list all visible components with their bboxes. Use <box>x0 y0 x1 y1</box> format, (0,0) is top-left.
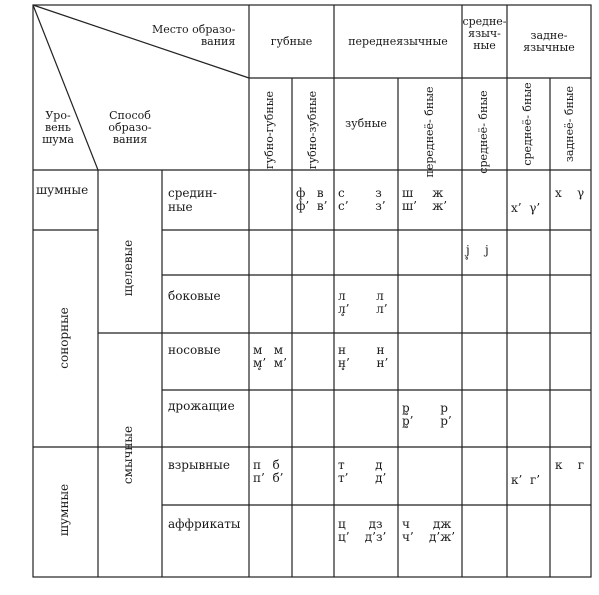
method-stop: смычные <box>121 425 135 485</box>
cell-median-midback: х’ γ’ <box>511 201 541 215</box>
row-nasal: носовые <box>168 343 221 357</box>
noise-noisy-bottom: шумные <box>57 483 71 537</box>
subheader-midpalatal-back: среднеё- бные <box>521 82 534 166</box>
header-mid: средне- языч- ные <box>462 15 507 52</box>
row-plosive: взрывные <box>168 458 230 472</box>
subheader-midpalatal-mid: среднеё- бные <box>477 90 490 174</box>
cell-affricate-prepalatal: ч дж ч’ д’ж’ <box>402 517 456 544</box>
cell-median-dental: с з с’ з’ <box>338 186 386 213</box>
subheader-prepalatal: переднеё- бные <box>423 86 436 178</box>
cell-plosive-labial: п б п’ б’ <box>253 458 284 485</box>
header-back: задне- язычные <box>523 29 575 54</box>
cell-affricate-dental: ц дз ц’ д’з’ <box>338 517 387 544</box>
cell-plosive-midback: к’ г’ <box>511 473 541 487</box>
noise-sonorant: сонорные <box>57 307 71 369</box>
cell-plosive-velar: к г <box>555 458 585 472</box>
corner-place-label: Место образо- вания <box>152 23 236 48</box>
header-front: переднеязычные <box>348 35 448 48</box>
subheader-velar: заднеё- бные <box>563 85 576 163</box>
method-fricative: щелевые <box>121 239 135 297</box>
row-trill: дрожащие <box>168 399 235 413</box>
corner-method-label: Способ образо- вания <box>108 109 152 146</box>
subheader-labiolabial: губно-губные <box>263 91 276 169</box>
cell-lateral-dental: л л л̥’ л’ <box>338 289 388 316</box>
header-labial: губные <box>270 35 313 48</box>
subheader-labiodental: губно-зубные <box>306 90 319 170</box>
cell-plosive-dental: т д т’ д’ <box>338 458 387 485</box>
cell-median-labiodental: ф в ф’ в’ <box>296 186 328 213</box>
row-lateral: боковые <box>168 289 221 303</box>
cell-j-midpalatal: j̥ j <box>466 243 489 257</box>
cell-median-prepalatal: ш ж ш’ ж’ <box>402 186 448 213</box>
row-affricate: аффрикаты <box>168 517 241 531</box>
cell-nasal-dental: н н н̥’ н’ <box>338 343 389 370</box>
noise-noisy-top: шумные <box>36 183 89 197</box>
corner-noise-label: Уро- вень шума <box>42 109 74 146</box>
cell-median-velar: х γ <box>555 186 585 200</box>
cell-trill-prepalatal: р̥ р р̥’ р’ <box>402 401 452 428</box>
row-median: средин- ные <box>168 186 217 214</box>
subheader-dental: зубные <box>345 117 387 130</box>
cell-nasal-labial: м м м̥’ м’ <box>253 343 287 370</box>
